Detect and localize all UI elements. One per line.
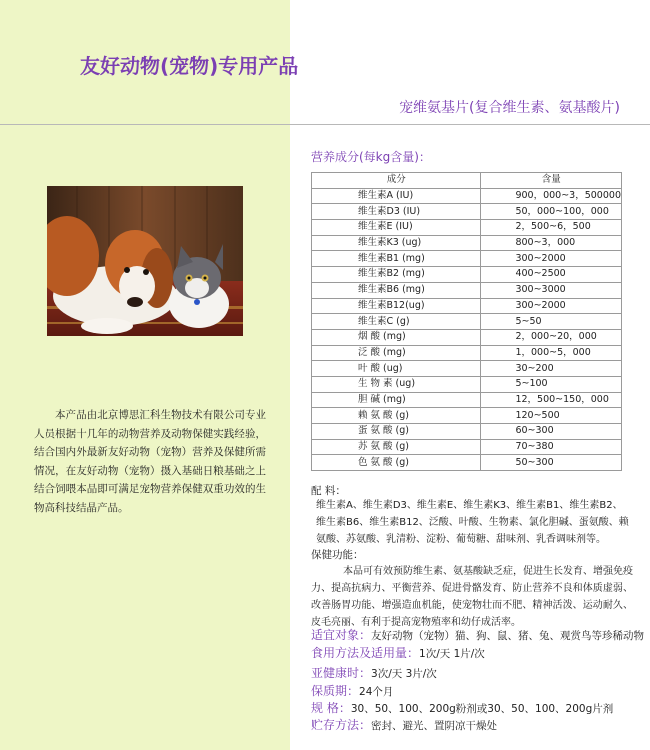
spec-label: 亚健康时：: [311, 666, 372, 680]
nutrition-table: [311, 172, 622, 471]
ingredient-name: 泛 酸 (mg): [312, 345, 481, 361]
ingredient-name: 维生素B2 (mg): [312, 267, 481, 283]
ingredient-name: 维生素B1 (mg): [312, 251, 481, 267]
table-row: [312, 220, 622, 236]
spec-label: 贮存方法：: [311, 718, 372, 732]
ingredient-value: 400~2500: [481, 267, 622, 283]
spec-line: [311, 682, 393, 699]
left-panel: [0, 0, 290, 750]
ingredient-name: 胆 碱 (mg): [312, 392, 481, 408]
ingredient-name: 叶 酸 (ug): [312, 361, 481, 377]
ingredient-value: 2，000~20，000: [481, 329, 622, 345]
ingredient-name: 维生素D3 (IU): [312, 204, 481, 220]
table-row: [312, 204, 622, 220]
table-row: [312, 424, 622, 440]
ingredient-name: 苏 氨 酸 (g): [312, 439, 481, 455]
ingredient-value: 5~50: [481, 314, 622, 330]
ingredient-name: 维生素K3 (ug): [312, 235, 481, 251]
table-row: [312, 188, 622, 204]
ingredients-heading: 配 料：: [311, 485, 346, 497]
spec-value: 30、50、100、200g粉剂或30、50、100、200g片剂: [350, 703, 614, 715]
spec-label: 适宜对象：: [311, 628, 372, 642]
header-divider: [0, 124, 650, 125]
spec-line: [311, 626, 644, 643]
ingredient-name: 生 物 素 (ug): [312, 376, 481, 392]
brand-title: 友好动物(宠物)专用产品: [80, 54, 299, 78]
ingredient-value: 2，500~6，500: [481, 220, 622, 236]
pet-photo: [47, 186, 243, 336]
table-row: [312, 408, 622, 424]
column-header-ingredient: 成分: [312, 173, 481, 189]
ingredient-name: 色 氨 酸 (g): [312, 455, 481, 471]
ingredient-name: 维生素C (g): [312, 314, 481, 330]
table-row: [312, 298, 622, 314]
ingredient-name: 维生素E (IU): [312, 220, 481, 236]
spec-value: 密封、避光、置阴凉干燥处: [371, 720, 498, 732]
spec-value: 1次/天 1片/次: [419, 648, 485, 660]
table-row: [312, 314, 622, 330]
ingredient-value: 50，000~100，000: [481, 204, 622, 220]
ingredient-name: 蛋 氨 酸 (g): [312, 424, 481, 440]
spec-line: [311, 664, 437, 681]
table-header-row: [312, 173, 622, 189]
spec-line: [311, 699, 613, 716]
ingredient-value: 300~3000: [481, 282, 622, 298]
function-heading: 保健功能：: [311, 549, 364, 561]
ingredient-value: 900，000~3，500000: [481, 188, 622, 204]
table-row: [312, 376, 622, 392]
spec-label: 保质期：: [311, 684, 360, 698]
ingredient-name: 维生素B6 (mg): [312, 282, 481, 298]
ingredients-text: 维生素A、维生素D3、维生素E、维生素K3、维生素B1、维生素B2、维生素B6、维生素B12、泛酸、叶酸、生物素、氯化胆碱、蛋氨酸、赖氨酸、苏氨酸、乳清粉、淀粉、葡萄糖、甜味剂、乳香调味剂等。: [316, 500, 629, 545]
table-row: [312, 439, 622, 455]
ingredient-value: 300~2000: [481, 298, 622, 314]
ingredient-name: 维生素B12(ug): [312, 298, 481, 314]
table-row: [312, 251, 622, 267]
ingredient-value: 12，500~150，000: [481, 392, 622, 408]
table-row: [312, 345, 622, 361]
table-row: [312, 361, 622, 377]
spec-label: 规 格：: [311, 701, 351, 715]
function-text: 本品可有效预防维生素、氨基酸缺乏症，促进生长发育、增强免疫力、提高抗病力、平衡营养、促进骨骼发育、防止营养不良和体质虚弱、改善肠胃功能、增强造血机能，使宠物壮而不肥、精神活泼、运动耐久、皮毛亮丽、有利于提高宠物殖率和幼仔成活率。: [311, 566, 633, 628]
spec-label: 食用方法及适用量：: [311, 646, 420, 660]
column-header-content: 含量: [481, 173, 622, 189]
table-row: [312, 455, 622, 471]
ingredient-name: 维生素A (IU): [312, 188, 481, 204]
table-row: [312, 329, 622, 345]
table-row: [312, 235, 622, 251]
table-row: [312, 392, 622, 408]
spec-value: 3次/天 3片/次: [371, 668, 437, 680]
nutrition-heading: 营养成分(每kg含量)：: [311, 150, 431, 164]
ingredient-name: 赖 氨 酸 (g): [312, 408, 481, 424]
table-row: [312, 267, 622, 283]
product-title: 宠维氨基片(复合维生素、氨基酸片): [399, 100, 620, 116]
ingredient-value: 120~500: [481, 408, 622, 424]
intro-paragraph: 本产品由北京博思汇科生物技术有限公司专业人员根据十几年的动物营养及动物保健实践经验，结合国内外最新友好动物（宠物）营养及保健所需情况，在友好动物（宠物）摄入基础日粮基础之上结合饲喂本品即可满足宠物营养保健双重功效的生物高科技结晶产品。: [34, 409, 266, 514]
ingredient-value: 70~380: [481, 439, 622, 455]
spec-value: 24个月: [359, 686, 394, 698]
ingredient-value: 30~200: [481, 361, 622, 377]
ingredient-value: 5~100: [481, 376, 622, 392]
ingredient-value: 60~300: [481, 424, 622, 440]
spec-line: [311, 716, 497, 733]
ingredient-value: 800~3，000: [481, 235, 622, 251]
spec-value: 友好动物（宠物）猫、狗、鼠、猪、兔、观赏鸟等珍稀动物: [371, 630, 645, 642]
ingredient-value: 1，000~5，000: [481, 345, 622, 361]
ingredient-value: 50~300: [481, 455, 622, 471]
ingredient-name: 烟 酸 (mg): [312, 329, 481, 345]
spec-line: [311, 644, 485, 661]
ingredient-value: 300~2000: [481, 251, 622, 267]
table-row: [312, 282, 622, 298]
